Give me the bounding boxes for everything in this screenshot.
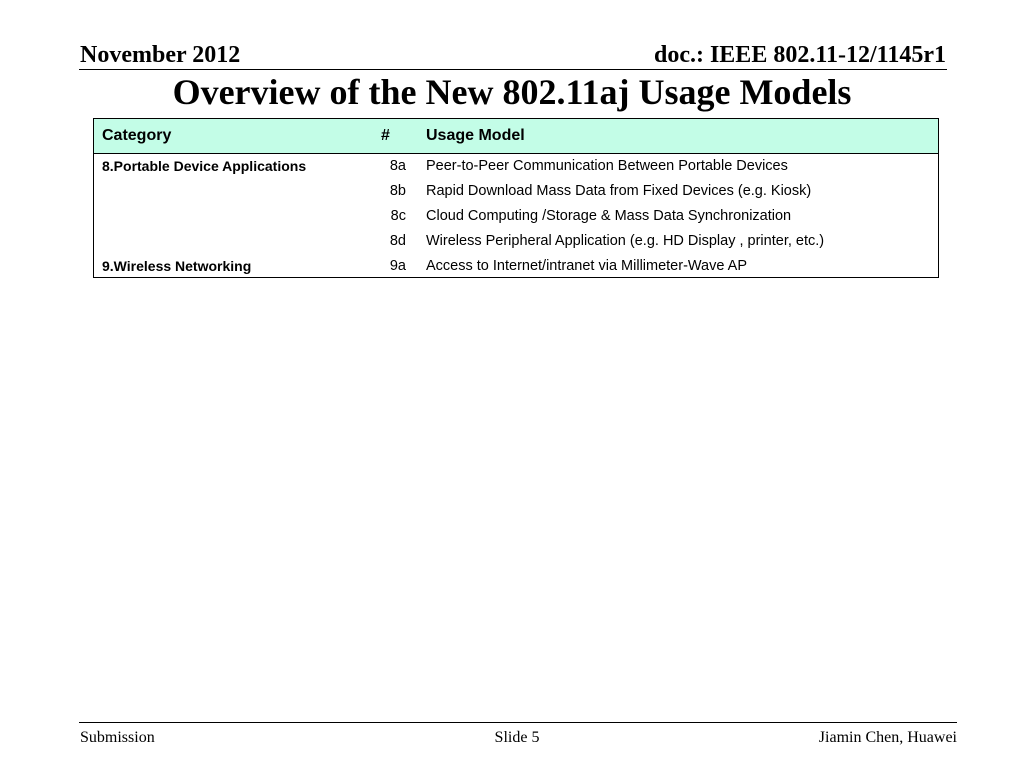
table-header-row: [94, 119, 938, 154]
row-number: 8c: [390, 208, 406, 224]
row-category: 8.Portable Device Applications: [102, 158, 307, 174]
footer-divider: [79, 722, 957, 723]
row-category: 9.Wireless Networking: [102, 258, 252, 274]
footer-slide-number: Slide 5: [494, 729, 540, 746]
table-row: [94, 229, 938, 254]
column-header-category: Category: [102, 127, 172, 144]
table-row: [94, 204, 938, 229]
row-usage-model: Cloud Computing /Storage & Mass Data Synchronization: [426, 208, 792, 224]
column-header-usage-model: Usage Model: [426, 127, 525, 144]
row-usage-model: Wireless Peripheral Application (e.g. HD Display , printer, etc.): [426, 233, 825, 249]
row-number: 8b: [389, 183, 406, 199]
row-usage-model: Rapid Download Mass Data from Fixed Devices (e.g. Kiosk): [426, 183, 812, 199]
column-header-number: #: [381, 127, 390, 144]
row-number: 9a: [389, 258, 406, 274]
header-date: November 2012: [80, 42, 241, 68]
table-row: [94, 254, 938, 279]
header-doc-id: doc.: IEEE 802.11-12/1145r1: [653, 42, 946, 68]
footer-submission: Submission: [80, 729, 155, 746]
table-row: [94, 154, 938, 179]
row-number: 8d: [389, 233, 406, 249]
usage-model-table: [93, 118, 939, 278]
row-number: 8a: [389, 158, 406, 174]
row-usage-model: Access to Internet/intranet via Millimeter-Wave AP: [426, 258, 747, 274]
footer-author: Jiamin Chen, Huawei: [818, 729, 957, 746]
row-usage-model: Peer-to-Peer Communication Between Portable Devices: [426, 158, 788, 174]
slide-title: Overview of the New 802.11aj Usage Models: [172, 72, 852, 112]
table-row: [94, 179, 938, 204]
